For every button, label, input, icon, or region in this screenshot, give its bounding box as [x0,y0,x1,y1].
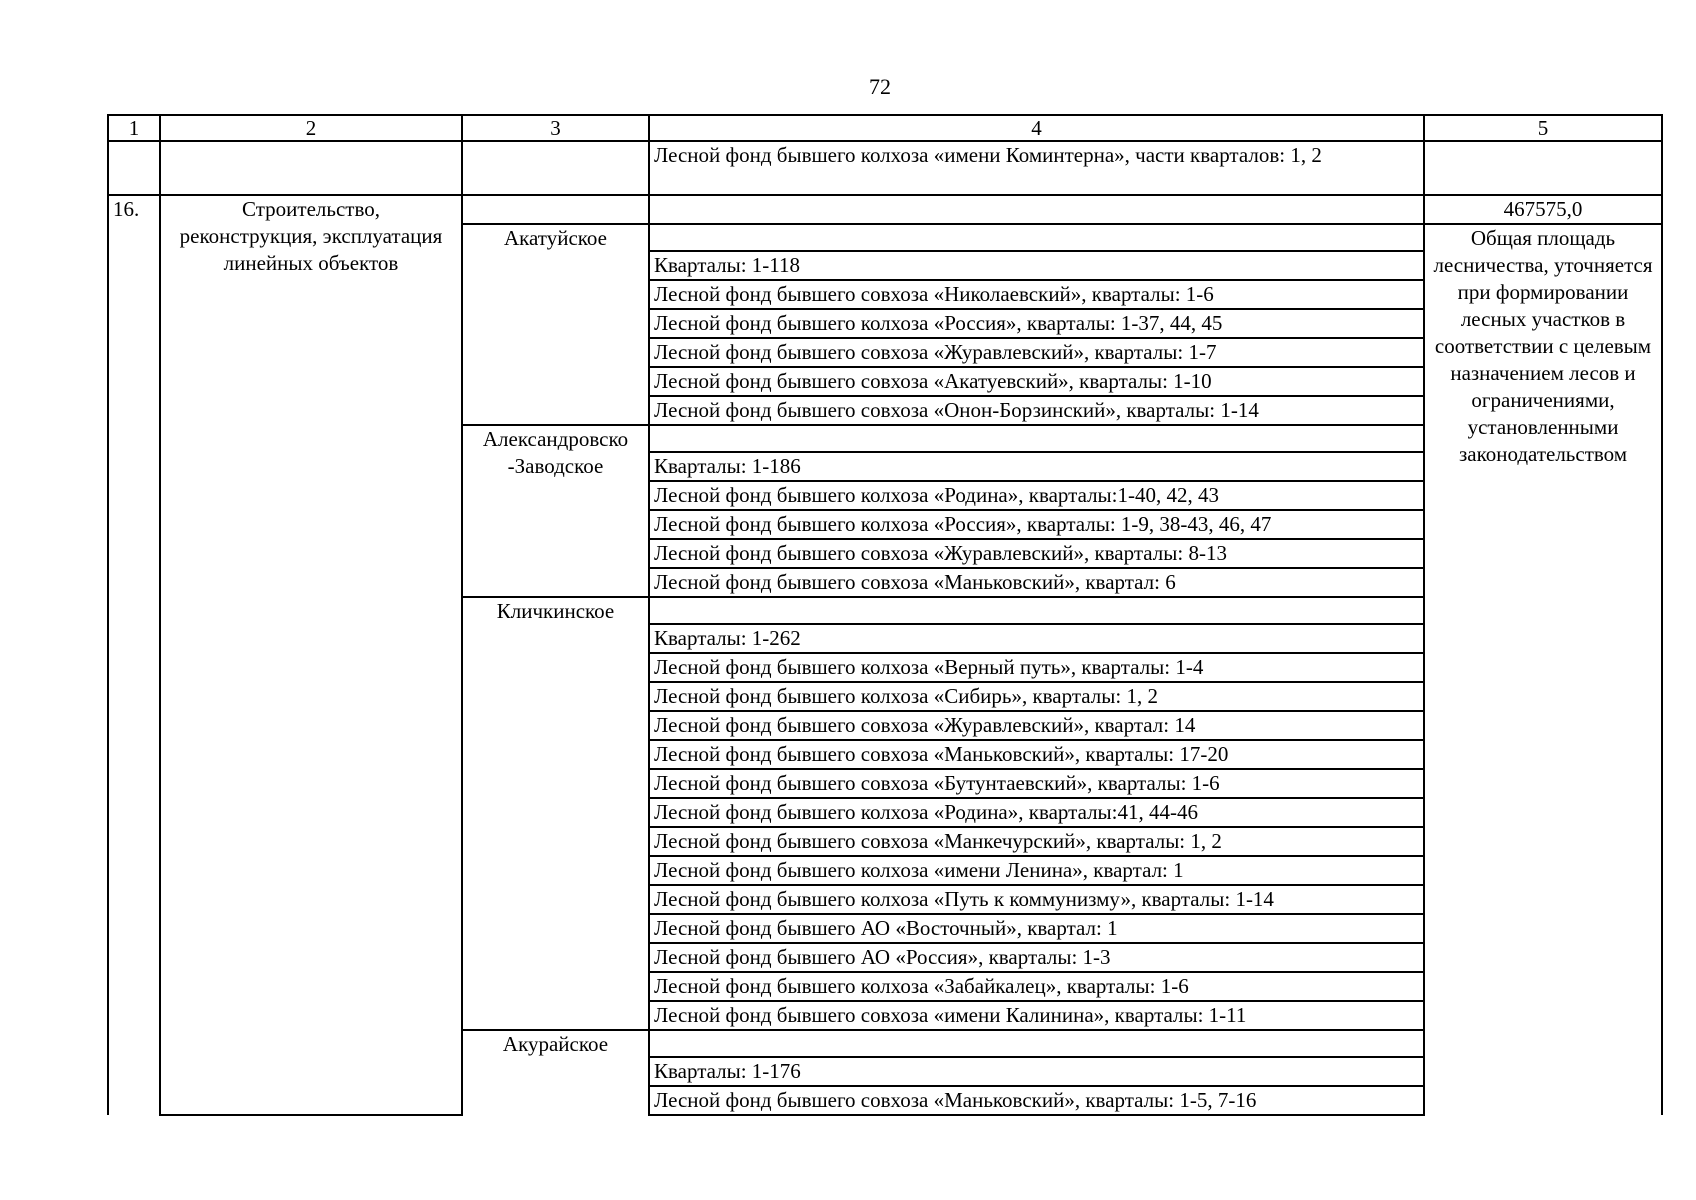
forestry-header-location-empty [649,597,1424,624]
forestry-header-location-empty [649,1030,1424,1057]
location-cell: Лесной фонд бывшего колхоза «Забайкалец», кварталы: 1-6 [649,972,1424,1001]
forestry-header-location-empty [649,224,1424,251]
location-cell: Лесной фонд бывшего АО «Восточный», квартал: 1 [649,914,1424,943]
location-cell: Лесной фонд бывшего совхоза «имени Калинина», кварталы: 1-11 [649,1001,1424,1030]
location-cell: Лесной фонд бывшего совхоза «Акатуевский», кварталы: 1-10 [649,367,1424,396]
location-cell: Лесной фонд бывшего совхоза «Журавлевский», кварталы: 8-13 [649,539,1424,568]
forest-allocation-table [107,114,1663,1116]
location-cell: Лесной фонд бывшего совхоза «Журавлевский», кварталы: 1-7 [649,338,1424,367]
row16-number: 16. [108,195,160,1115]
continuation-area-cell [1424,141,1662,195]
row16-area-row [108,195,1662,224]
location-cell: Лесной фонд бывшего колхоза «Родина», кварталы:41, 44-46 [649,798,1424,827]
forestry-name: Акатуйское [462,224,649,425]
row16-forestry-empty [462,195,649,224]
continuation-text: Лесной фонд бывшего колхоза «имени Коминтерна», части кварталов: 1, 2 [649,141,1424,195]
continuation-row [108,141,1662,195]
location-cell: Лесной фонд бывшего колхоза «Верный путь», кварталы: 1-4 [649,653,1424,682]
location-cell: Лесной фонд бывшего совхоза «Онон-Борзинский», кварталы: 1-14 [649,396,1424,425]
page-number: 72 [869,74,891,99]
location-cell: Лесной фонд бывшего совхоза «Николаевский», кварталы: 1-6 [649,280,1424,309]
forestry-name: Кличкинское [462,597,649,1030]
table-body [108,115,1662,1115]
header-cell-3: 3 [462,115,649,141]
location-cell: Лесной фонд бывшего совхоза «Маньковский», квартал: 6 [649,568,1424,597]
row16-total-area: 467575,0 [1424,195,1662,224]
forestry-name: Акурайское [462,1030,649,1115]
header-cell-1: 1 [108,115,160,141]
location-cell: Лесной фонд бывшего совхоза «Маньковский», кварталы: 1-5, 7-16 [649,1086,1424,1115]
location-cell: Лесной фонд бывшего колхоза «имени Ленина», квартал: 1 [649,856,1424,885]
row16-location-empty [649,195,1424,224]
location-cell: Лесной фонд бывшего колхоза «Родина», кварталы:1-40, 42, 43 [649,481,1424,510]
continuation-num-cell [108,141,160,195]
location-cell: Кварталы: 1-176 [649,1057,1424,1086]
location-cell: Кварталы: 1-262 [649,624,1424,653]
location-cell: Лесной фонд бывшего колхоза «Путь к коммунизму», кварталы: 1-14 [649,885,1424,914]
row16-purpose: Строительство, реконструкция, эксплуатация линейных объектов [160,195,462,1115]
header-row [108,115,1662,141]
location-cell: Лесной фонд бывшего колхоза «Сибирь», кварталы: 1, 2 [649,682,1424,711]
location-cell: Кварталы: 1-186 [649,452,1424,481]
location-cell: Лесной фонд бывшего совхоза «Журавлевский», квартал: 14 [649,711,1424,740]
header-cell-2: 2 [160,115,462,141]
row16-area-note: Общая площадь лесничества, уточняется при формировании лесных участков в соответствии с целевым назначением лесов и ограничениями, установленными законодательством [1424,224,1662,1115]
header-cell-5: 5 [1424,115,1662,141]
location-cell: Лесной фонд бывшего совхоза «Бутунтаевский», кварталы: 1-6 [649,769,1424,798]
location-cell: Лесной фонд бывшего колхоза «Россия», кварталы: 1-37, 44, 45 [649,309,1424,338]
header-cell-4: 4 [649,115,1424,141]
continuation-purpose-cell [160,141,462,195]
location-cell: Лесной фонд бывшего колхоза «Россия», кварталы: 1-9, 38-43, 46, 47 [649,510,1424,539]
location-cell: Лесной фонд бывшего совхоза «Маньковский», кварталы: 17-20 [649,740,1424,769]
forestry-header-location-empty [649,425,1424,452]
location-cell: Лесной фонд бывшего совхоза «Манкечурский», кварталы: 1, 2 [649,827,1424,856]
continuation-forestry-cell [462,141,649,195]
forestry-name: Александровско -Заводское [462,425,649,597]
location-cell: Кварталы: 1-118 [649,251,1424,280]
location-cell: Лесной фонд бывшего АО «Россия», кварталы: 1-3 [649,943,1424,972]
